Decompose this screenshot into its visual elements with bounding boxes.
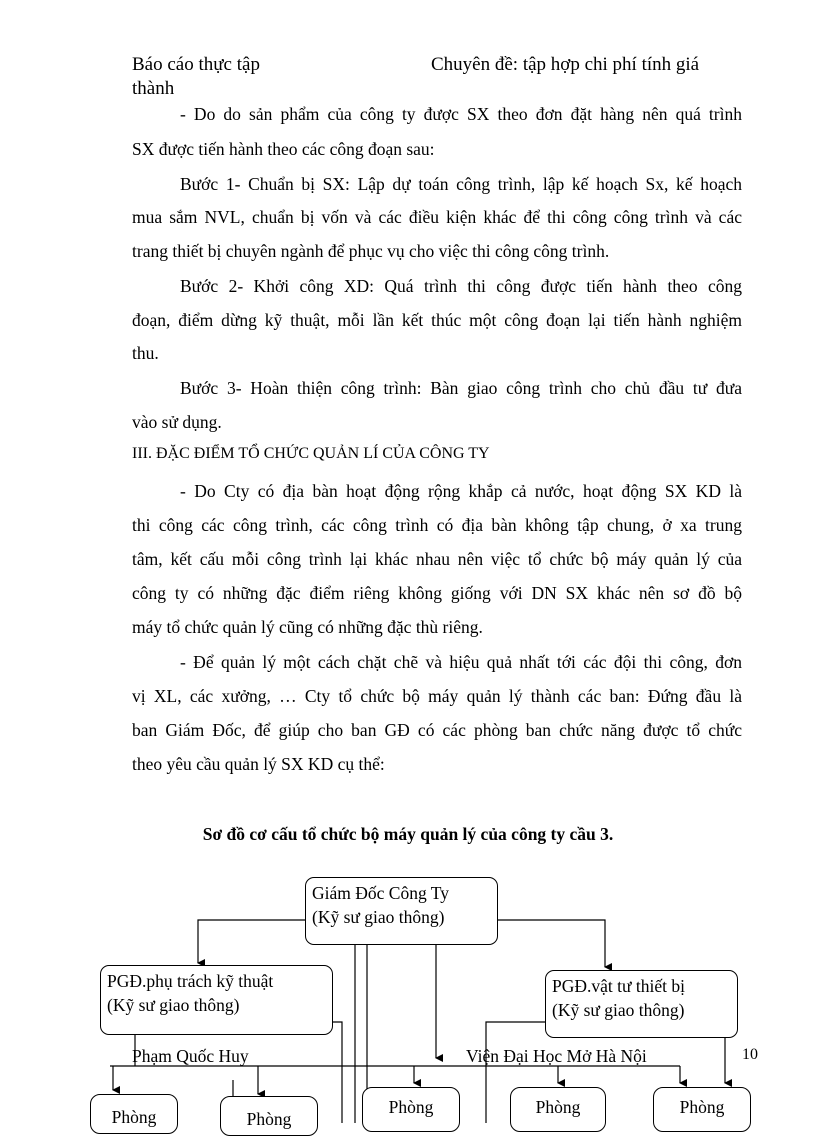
paragraph-line: - Để quản lý một cách chặt chẽ và hiệu quả nhất tới các đội thi công, đơn xyxy=(180,652,742,672)
paragraph-line: Bước 3- Hoàn thiện công trình: Bàn giao công trình cho chủ đầu tư đưa xyxy=(180,378,742,398)
footer-author: Phạm Quốc Huy xyxy=(132,1046,249,1066)
department-box xyxy=(220,1096,318,1136)
deputy-supply-qualification: (Kỹ sư giao thông) xyxy=(552,1000,685,1020)
paragraph-line: thi công các công trình, các công trình có địa bàn không tập chung, ở xa trung xyxy=(132,515,742,535)
paragraph-line: thu. xyxy=(132,343,159,363)
director-box xyxy=(305,877,498,945)
paragraph-line: theo yêu cầu quản lý SX KD cụ thể: xyxy=(132,754,385,774)
paragraph-line: đoạn, điểm dừng kỹ thuật, mỗi lần kết thúc một công đoạn lại tiến hành nghiệm xyxy=(132,310,742,330)
paragraph-line: - Do do sản phẩm của công ty được SX theo đơn đặt hàng nên quá trình xyxy=(180,104,742,124)
department-box xyxy=(510,1087,606,1132)
department-label: Phòng xyxy=(246,1109,292,1129)
paragraph-line: công ty có những đặc điểm riêng không giống với DN SX khác nên sơ đồ bộ xyxy=(132,583,742,603)
department-label: Phòng xyxy=(388,1097,434,1117)
page-number: 10 xyxy=(742,1046,758,1063)
department-label: Phòng xyxy=(679,1097,725,1117)
department-box xyxy=(90,1094,178,1134)
deputy-tech-title: PGĐ.phụ trách kỹ thuật xyxy=(107,971,274,991)
department-label: Phòng xyxy=(111,1107,157,1127)
department-box xyxy=(362,1087,460,1132)
paragraph-line: Bước 1- Chuẩn bị SX: Lập dự toán công trình, lập kế hoạch Sx, kế hoạch xyxy=(180,174,742,194)
header-right-title: Chuyên đề: tập hợp chi phí tính giá xyxy=(431,54,700,75)
deputy-tech-qualification: (Kỹ sư giao thông) xyxy=(107,995,240,1015)
paragraph-line: mua sắm NVL, chuẩn bị vốn và các điều kiện khác để thi công công trình và các xyxy=(132,207,742,227)
director-qualification: (Kỹ sư giao thông) xyxy=(312,907,445,927)
deputy-tech-box xyxy=(100,965,333,1035)
paragraph-line: Bước 2- Khởi công XD: Quá trình thi công được tiến hành theo công xyxy=(180,276,742,296)
org-chart-title: Sơ đồ cơ cấu tổ chức bộ máy quản lý của công ty cầu 3. xyxy=(202,824,614,844)
paragraph-line: SX được tiến hành theo các công đoạn sau: xyxy=(132,139,435,159)
header-left-title: Báo cáo thực tập xyxy=(132,54,260,75)
connector-director-tech xyxy=(198,920,307,963)
paragraph-line: máy tổ chức quản lý cũng có những đặc thù riêng. xyxy=(132,617,483,637)
section-heading: III. ĐẶC ĐIỂM TỔ CHỨC QUẢN LÍ CỦA CÔNG TY xyxy=(132,445,490,462)
paragraph-line: - Do Cty có địa bàn hoạt động rộng khắp cả nước, hoạt động SX KD là xyxy=(180,481,742,501)
paragraph-line: tâm, kết cấu mỗi công trình lại khác nhau nên việc tổ chức bộ máy quản lý của xyxy=(132,549,742,569)
paragraph-line: vị XL, các xưởng, … Cty tổ chức bộ máy quản lý thành các ban: Đứng đầu là xyxy=(132,686,742,706)
director-title: Giám Đốc Công Ty xyxy=(312,883,449,903)
connector-director-supply xyxy=(497,920,605,967)
paragraph-line: ban Giám Đốc, để giúp cho ban GĐ có các phòng ban chức năng được tổ chức xyxy=(132,720,742,740)
department-box xyxy=(653,1087,751,1132)
deputy-supply-box xyxy=(545,970,738,1038)
paragraph-line: trang thiết bị chuyên ngành để phục vụ cho việc thi công công trình. xyxy=(132,241,610,261)
connector-tech-right xyxy=(333,1022,342,1123)
paragraph-line: vào sử dụng. xyxy=(132,412,222,432)
footer-institute: Viện Đại Học Mở Hà Nội xyxy=(466,1046,647,1066)
deputy-supply-title: PGĐ.vật tư thiết bị xyxy=(552,976,685,996)
header-left-continuation: thành xyxy=(132,78,175,99)
department-label: Phòng xyxy=(535,1097,581,1117)
